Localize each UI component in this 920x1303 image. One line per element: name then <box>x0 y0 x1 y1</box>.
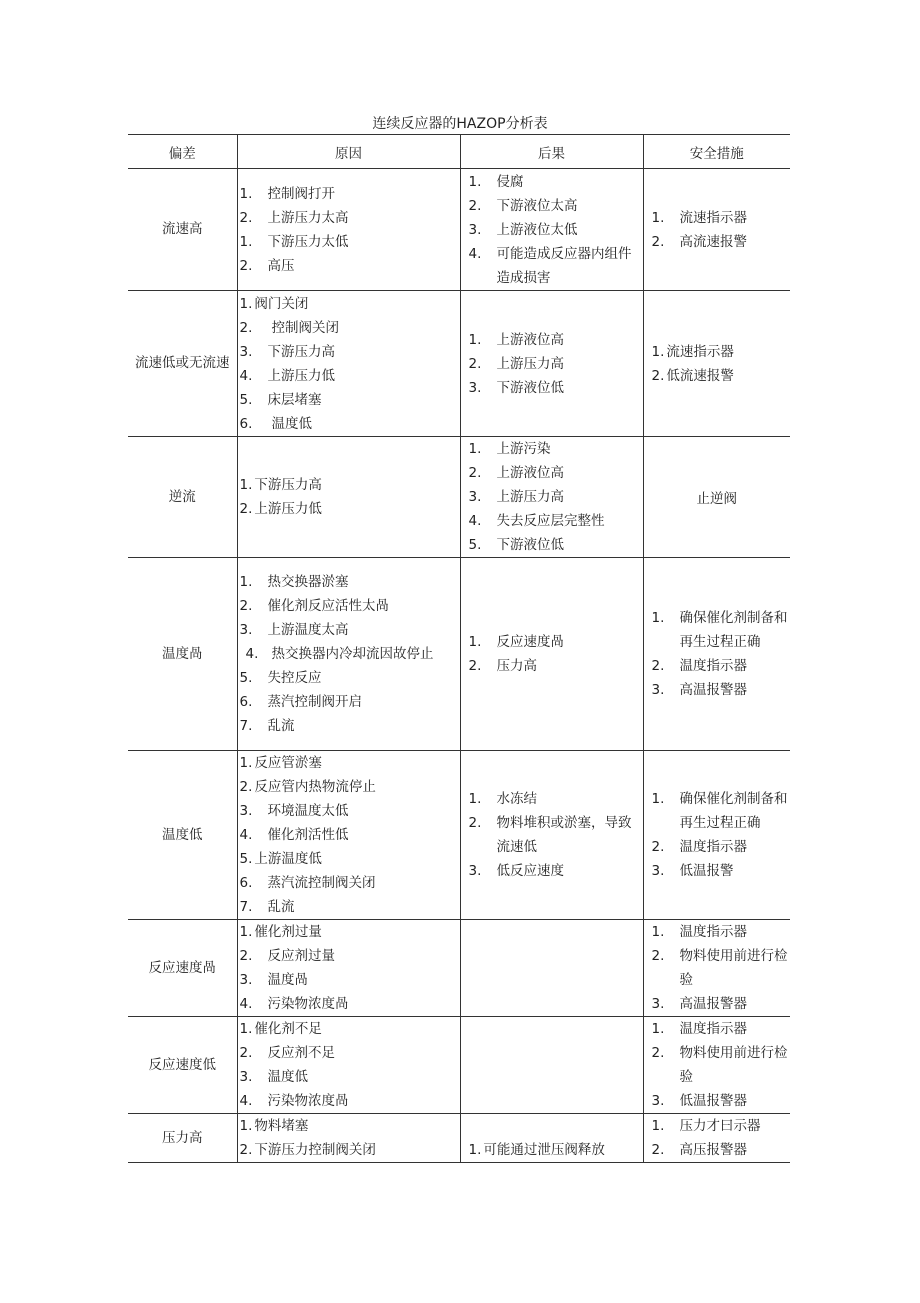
table-row <box>128 291 790 437</box>
consequence-cell <box>460 1114 643 1163</box>
list-item: 6. 蒸汽控制阀开启 <box>239 694 362 710</box>
list-item: 3. 下游压力高 <box>239 343 335 360</box>
safeguard-cell <box>643 751 790 920</box>
list-item: 1. 可能通过泄压阀释放 <box>468 1142 605 1158</box>
list-item: 2. 物料堆积或淤塞，导致流速低 <box>468 815 632 855</box>
deviation-cell: 反应速度咼 <box>128 920 237 1017</box>
list-item: 1. 确保催化剂制备和再生过程正确 <box>651 610 788 650</box>
list-item: 3. 上游液位太低 <box>468 221 578 238</box>
list-item: 2. 温度指示器 <box>651 839 747 855</box>
cause-cell <box>237 169 460 291</box>
cause-cell <box>237 751 460 920</box>
deviation-cell: 温度咼 <box>128 558 237 751</box>
cause-cell <box>237 558 460 751</box>
cause-cell <box>237 437 460 558</box>
list-item: 3. 低反应速度 <box>468 863 564 879</box>
list-item: 5. 上游温度低 <box>239 851 322 867</box>
list-item: 1. 压力才曰示器 <box>651 1118 761 1134</box>
list-item: 2. 上游液位高 <box>468 465 564 481</box>
list-item: 4. 催化剂活性低 <box>239 827 349 843</box>
table-row <box>128 558 790 751</box>
cause-cell <box>237 920 460 1017</box>
list-item: 2. 上游压力高 <box>468 355 564 372</box>
list-item: 1. 上游液位高 <box>468 331 564 348</box>
list-item: 3. 低温报警 <box>651 863 734 879</box>
list-item: 3. 高温报警器 <box>651 996 747 1012</box>
list-item: 1. 物料堵塞 <box>239 1118 309 1134</box>
deviation-cell: 流速低或无流速 <box>128 291 237 437</box>
safeguard-cell <box>643 1114 790 1163</box>
table-row <box>128 437 790 558</box>
safeguard-cell: 止逆阀 <box>643 437 790 558</box>
list-item: 1. 侵腐 <box>468 173 524 190</box>
list-item: 7. 乱流 <box>239 899 295 915</box>
list-item: 7. 乱流 <box>239 718 295 734</box>
deviation-cell: 压力高 <box>128 1114 237 1163</box>
list-item: 2. 反应剂过量 <box>239 948 335 964</box>
list-item: 3. 低温报警器 <box>651 1093 747 1109</box>
list-item: 2. 温度指示器 <box>651 658 747 674</box>
list-item: 2. 下游液位太高 <box>468 197 578 214</box>
list-item: 3. 上游温度太高 <box>239 622 349 638</box>
list-item: 1. 热交换器淤塞 <box>239 574 349 590</box>
table-row <box>128 751 790 920</box>
header-cause: 原因 <box>237 135 460 169</box>
deviation-cell: 温度低 <box>128 751 237 920</box>
list-item: 1. 确保催化剂制备和再生过程正确 <box>651 791 788 831</box>
list-item: 2. 催化剂反应活性太咼 <box>239 598 389 614</box>
consequence-cell <box>460 169 643 291</box>
deviation-cell: 流速高 <box>128 169 237 291</box>
header-consequence: 后果 <box>460 135 643 169</box>
list-item: 2. 高流速报警 <box>651 233 747 250</box>
safeguard-cell <box>643 1017 790 1114</box>
list-item: 5. 下游液位低 <box>468 537 564 553</box>
safeguard-cell <box>643 558 790 751</box>
list-item: 1. 流速指示器 <box>651 343 734 360</box>
cause-cell <box>237 1114 460 1163</box>
list-item: 2. 反应剂不足 <box>239 1045 335 1061</box>
list-item: 2. 下游压力控制阀关闭 <box>239 1142 376 1158</box>
list-item: 2. 上游压力低 <box>239 501 322 517</box>
list-item: 5. 失控反应 <box>239 670 322 686</box>
list-item: 2. 上游压力太高 <box>239 209 349 226</box>
table-row <box>128 1114 790 1163</box>
consequence-cell <box>460 1017 643 1114</box>
list-item: 3. 环境温度太低 <box>239 803 349 819</box>
list-item: 1. 水冻结 <box>468 791 537 807</box>
list-item: 4. 可能造成反应器内组件造成损害 <box>468 245 632 286</box>
list-item: 4. 失去反应层完整性 <box>468 513 605 529</box>
list-item: 4. 污染物浓度咼 <box>239 996 349 1012</box>
list-item: 2. 控制阀关闭 <box>239 319 339 336</box>
list-item: 2. 低流速报警 <box>651 367 734 384</box>
list-item: 1. 催化剂过量 <box>239 924 322 940</box>
list-item: 1. 下游压力太低 <box>239 233 349 250</box>
list-item: 4. 热交换器内冷却流因故停止 <box>245 646 434 662</box>
list-item: 3. 高温报警器 <box>651 682 747 698</box>
list-item: 1. 催化剂不足 <box>239 1021 322 1037</box>
consequence-cell <box>460 751 643 920</box>
deviation-cell: 反应速度低 <box>128 1017 237 1114</box>
list-item: 1. 温度指示器 <box>651 924 747 940</box>
header-safeguard: 安全措施 <box>643 135 790 169</box>
table-row <box>128 169 790 291</box>
list-item: 2. 物料使用前进行检验 <box>651 1045 788 1085</box>
list-item: 2. 反应管内热物流停止 <box>239 779 376 795</box>
header-row <box>128 135 790 169</box>
list-item: 1. 上游污染 <box>468 441 551 457</box>
table-row <box>128 920 790 1017</box>
hazop-table <box>128 134 790 1163</box>
list-item: 2. 物料使用前进行检验 <box>651 948 788 988</box>
safeguard-cell <box>643 291 790 437</box>
consequence-cell <box>460 437 643 558</box>
list-item: 3. 温度咼 <box>239 972 308 988</box>
list-item: 5. 床层堵塞 <box>239 391 322 408</box>
list-item: 3. 下游液位低 <box>468 379 564 396</box>
list-item: 6. 蒸汽流控制阀关闭 <box>239 875 376 891</box>
table-row <box>128 1017 790 1114</box>
table-title: 连续反应器的HAZOP分析表 <box>372 116 548 132</box>
list-item: 3. 上游压力高 <box>468 489 564 505</box>
list-item: 1. 流速指示器 <box>651 209 747 226</box>
consequence-cell <box>460 558 643 751</box>
safeguard-cell <box>643 169 790 291</box>
safeguard-cell <box>643 920 790 1017</box>
list-item: 6. 温度低 <box>239 415 312 432</box>
cause-cell <box>237 1017 460 1114</box>
list-item: 1. 控制阀打开 <box>239 185 335 202</box>
list-item: 1. 下游压力高 <box>239 477 322 493</box>
list-item: 2. 高压报警器 <box>651 1142 747 1158</box>
consequence-cell <box>460 920 643 1017</box>
list-item: 4. 上游压力低 <box>239 367 335 384</box>
header-deviation: 偏差 <box>128 135 237 169</box>
list-item: 4. 污染物浓度咼 <box>239 1093 349 1109</box>
list-item: 3. 温度低 <box>239 1069 308 1085</box>
list-item: 1. 反应速度咼 <box>468 634 564 650</box>
deviation-cell: 逆流 <box>128 437 237 558</box>
list-item: 2. 压力高 <box>468 658 537 674</box>
consequence-cell <box>460 291 643 437</box>
list-item: 1. 阀门关闭 <box>239 295 309 312</box>
cause-cell <box>237 291 460 437</box>
list-item: 2. 高压 <box>239 257 295 274</box>
list-item: 1. 温度指示器 <box>651 1021 747 1037</box>
list-item: 1. 反应管淤塞 <box>239 755 322 771</box>
